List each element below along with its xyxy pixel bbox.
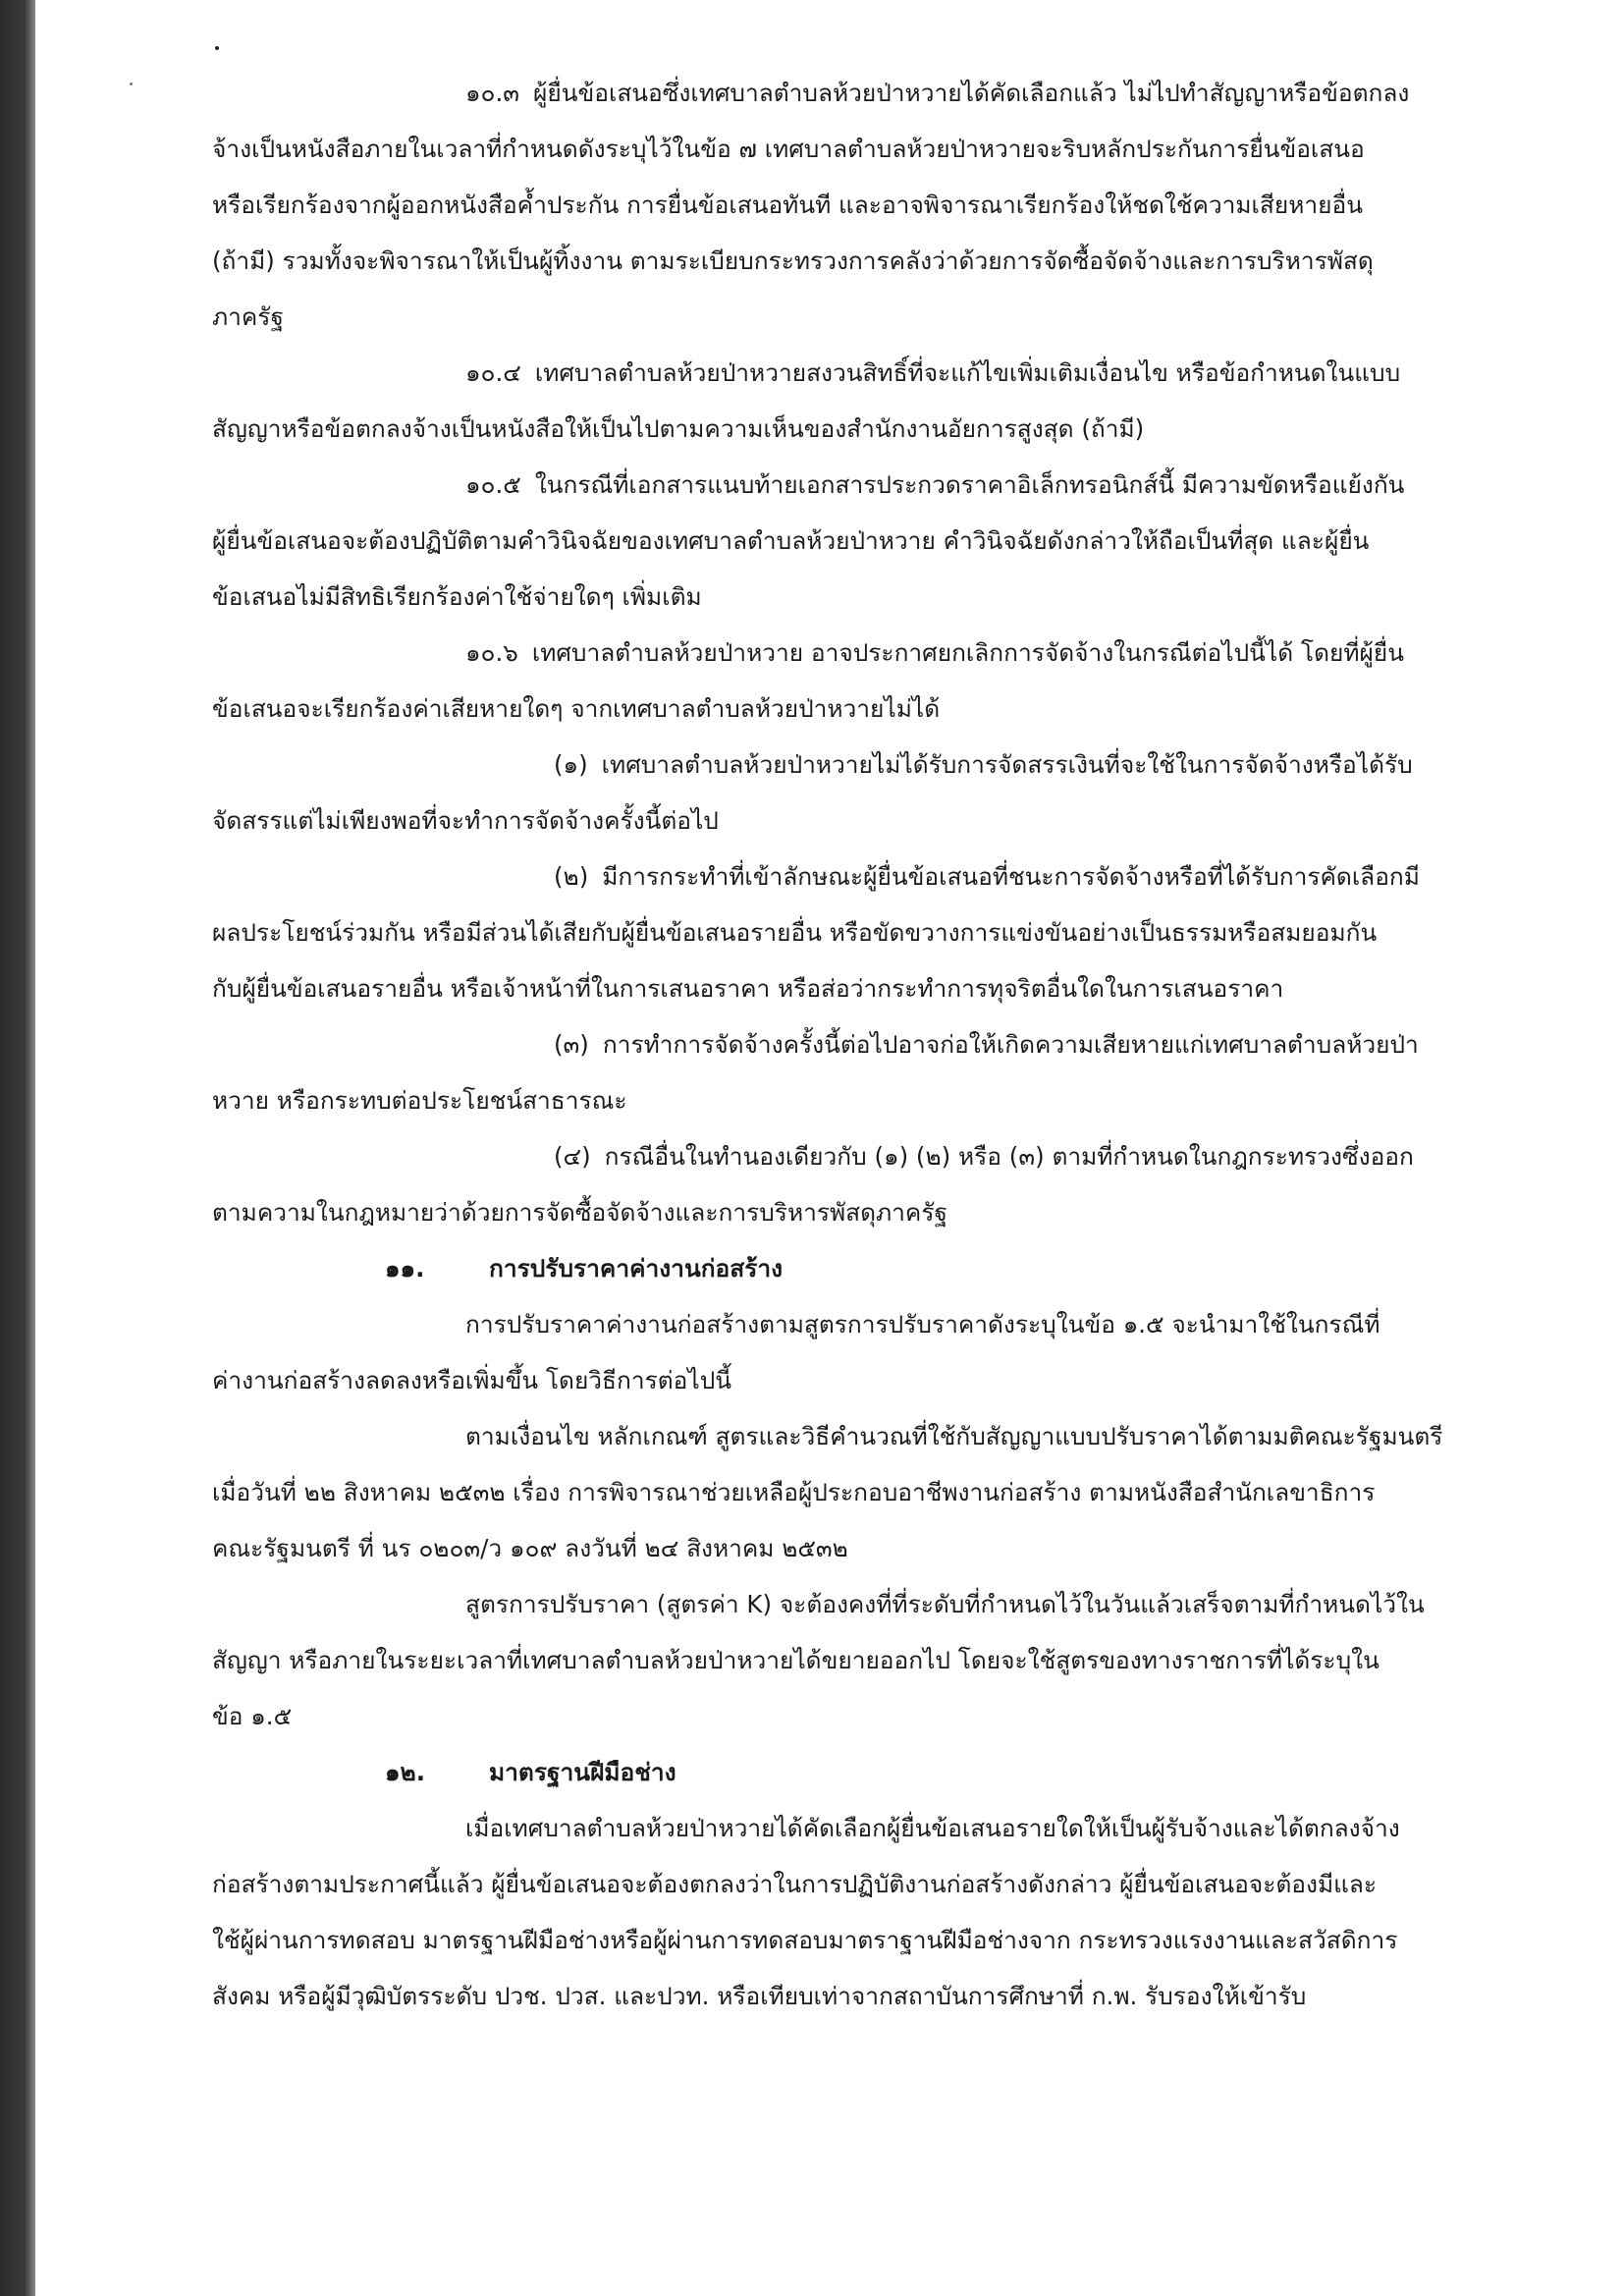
clause-10-6 xyxy=(212,625,1544,681)
clause-number: ๑๐.๔ xyxy=(465,358,521,387)
paragraph-line: ผลประโยชน์ร่วมกัน หรือมีส่วนได้เสียกับผู้ยื่นข้อเสนอรายอื่น หรือขัดขวางการแข่งขันอย่างเป็นธรรมหรือสมยอมกัน xyxy=(212,918,1378,947)
clause-10-4 xyxy=(212,345,1544,401)
paragraph-line: การปรับราคาค่างานก่อสร้างตามสูตรการปรับราคาดังระบุในข้อ ๑.๕ จะนำมาใช้ในกรณีที่ xyxy=(465,1310,1380,1339)
paragraph-line: เมื่อวันที่ ๒๒ สิงหาคม ๒๕๓๒ เรื่อง การพิจารณาช่วยเหลือผู้ประกอบอาชีพงานก่อสร้าง ตามหนังสือสำนักเลขาธิการ xyxy=(212,1478,1376,1506)
paragraph-line: ผู้ยื่นข้อเสนอจะต้องปฏิบัติตามคำวินิจฉัยของเทศบาลตำบลห้วยป่าหวาย คำวินิจฉัยดังกล่าวให้ถือเป็นที่สุด และผู้ยื่น xyxy=(212,526,1370,555)
subclause-number: (๔) xyxy=(554,1142,591,1171)
scan-border xyxy=(0,0,35,2296)
section-title: มาตรฐานฝีมือช่าง xyxy=(489,1758,676,1786)
subclause-number: (๓) xyxy=(554,1030,589,1059)
paragraph-line: เทศบาลตำบลห้วยป่าหวายสงวนสิทธิ์ที่จะแก้ไขเพิ่มเติมเงื่อนไข หรือข้อกำหนดในแบบ xyxy=(534,358,1401,387)
paragraph-line: กรณีอื่นในทำนองเดียวกับ (๑) (๒) หรือ (๓) ตามที่กำหนดในกฎกระทรวงซึ่งออก xyxy=(604,1142,1414,1171)
paragraph-line: สูตรการปรับราคา (สูตรค่า K) จะต้องคงที่ที่ระดับที่กำหนดไว้ในวันแล้วเสร็จตามที่กำหนดไว้ใน xyxy=(465,1590,1425,1618)
paragraph-line: (ถ้ามี) รวมทั้งจะพิจารณาให้เป็นผู้ทิ้งงาน ตามระเบียบกระทรวงการคลังว่าด้วยการจัดซื้อจัดจ้างและการบริหารพัสดุ xyxy=(212,246,1374,275)
paragraph-line: คณะรัฐมนตรี ที่ นร ๐๒๐๓/ว ๑๐๙ ลงวันที่ ๒๔ สิงหาคม ๒๕๓๒ xyxy=(212,1534,848,1562)
paragraph-line: ข้อ ๑.๕ xyxy=(212,1702,293,1730)
paragraph-line: ตามเงื่อนไข หลักเกณฑ์ สูตรและวิธีคำนวณที่ใช้กับสัญญาแบบปรับราคาได้ตามมติคณะรัฐมนตรี xyxy=(465,1422,1443,1450)
paragraph-line: การทำการจัดจ้างครั้งนี้ต่อไปอาจก่อให้เกิดความเสียหายแก่เทศบาลตำบลห้วยป่า xyxy=(602,1030,1419,1059)
paragraph-line: ภาครัฐ xyxy=(212,302,284,331)
section-number: ๑๒. xyxy=(385,1758,426,1786)
scan-speck xyxy=(215,46,219,50)
subclause-2 xyxy=(212,848,1544,904)
clause-10-3 xyxy=(212,65,1544,121)
clause-10-5 xyxy=(212,457,1544,513)
clause-number: ๑๐.๖ xyxy=(465,638,518,667)
paragraph-line: ข้อเสนอไม่มีสิทธิเรียกร้องค่าใช้จ่ายใดๆ เพิ่มเติม xyxy=(212,582,702,611)
paragraph-line: เทศบาลตำบลห้วยป่าหวาย อาจประกาศยกเลิกการจัดจ้างในกรณีต่อไปนี้ได้ โดยที่ผู้ยื่น xyxy=(531,638,1404,667)
paragraph-line: หรือเรียกร้องจากผู้ออกหนังสือค้ำประกัน การยื่นข้อเสนอทันที และอาจพิจารณาเรียกร้องให้ชดใช้ความเสียหายอื่น xyxy=(212,191,1363,219)
subclause-number: (๑) xyxy=(554,750,588,779)
section-heading-11 xyxy=(212,1240,1544,1296)
paragraph-line: หวาย หรือกระทบต่อประโยชน์สาธารณะ xyxy=(212,1086,627,1115)
paragraph-line: สัญญา หรือภายในระยะเวลาที่เทศบาลตำบลห้วยป่าหวายได้ขยายออกไป โดยจะใช้สูตรของทางราชการที่ได้ระบุใน xyxy=(212,1646,1380,1674)
paragraph-line: สัญญาหรือข้อตกลงจ้างเป็นหนังสือให้เป็นไปตามความเห็นของสำนักงานอัยการสูงสุด (ถ้ามี) xyxy=(212,414,1145,443)
subclause-number: (๒) xyxy=(554,862,589,891)
paragraph-line: กับผู้ยื่นข้อเสนอรายอื่น หรือเจ้าหน้าที่ในการเสนอราคา หรือส่อว่ากระทำการทุจริตอื่นใดในการเสนอราคา xyxy=(212,974,1284,1003)
paragraph-line: มีการกระทำที่เข้าลักษณะผู้ยื่นข้อเสนอที่ชนะการจัดจ้างหรือที่ได้รับการคัดเลือกมี xyxy=(602,862,1420,891)
paragraph-line: จ้างเป็นหนังสือภายในเวลาที่กำหนดดังระบุไว้ในข้อ ๗ เทศบาลตำบลห้วยป่าหวายจะริบหลักประกันการยื่นข้อเสนอ xyxy=(212,135,1365,163)
clause-number: ๑๐.๓ xyxy=(465,79,520,107)
section-heading-12 xyxy=(212,1744,1544,1800)
paragraph-line: สังคม หรือผู้มีวุฒิบัตรระดับ ปวช. ปวส. และปวท. หรือเทียบเท่าจากสถาบันการศึกษาที่ ก.พ. รับรองให้เข้ารับ xyxy=(212,1982,1307,2010)
subclause-3 xyxy=(212,1016,1544,1072)
paragraph-line: ค่างานก่อสร้างลดลงหรือเพิ่มขึ้น โดยวิธีการต่อไปนี้ xyxy=(212,1366,732,1394)
subclause-4 xyxy=(212,1128,1544,1184)
paragraph-line: ใช้ผู้ผ่านการทดสอบ มาตรฐานฝีมือช่างหรือผู้ผ่านการทดสอบมาตราฐานฝีมือช่างจาก กระทรวงแรงงานและสวัสดิการ xyxy=(212,1926,1398,1954)
scan-speck xyxy=(130,82,133,85)
paragraph-line: จัดสรรแต่ไม่เพียงพอที่จะทำการจัดจ้างครั้งนี้ต่อไป xyxy=(212,806,719,835)
paragraph-line: ผู้ยื่นข้อเสนอซึ่งเทศบาลตำบลห้วยป่าหวายได้คัดเลือกแล้ว ไม่ไปทำสัญญาหรือข้อตกลง xyxy=(533,79,1410,107)
clause-number: ๑๐.๕ xyxy=(465,470,521,499)
paragraph-line: ข้อเสนอจะเรียกร้องค่าเสียหายใดๆ จากเทศบาลตำบลห้วยป่าหวายไม่ได้ xyxy=(212,694,941,723)
section-number: ๑๑. xyxy=(385,1254,425,1283)
subclause-1 xyxy=(212,737,1544,793)
paragraph-line: ตามความในกฎหมายว่าด้วยการจัดซื้อจัดจ้างและการบริหารพัสดุภาครัฐ xyxy=(212,1198,947,1227)
paragraph-line: ในกรณีที่เอกสารแนบท้ายเอกสารประกวดราคาอิเล็กทรอนิกส์นี้ มีความขัดหรือแย้งกัน xyxy=(534,470,1405,499)
paragraph-line: เมื่อเทศบาลตำบลห้วยป่าหวายได้คัดเลือกผู้ยื่นข้อเสนอรายใดให้เป็นผู้รับจ้างและได้ตกลงจ้าง xyxy=(465,1814,1400,1842)
paragraph-line: เทศบาลตำบลห้วยป่าหวายไม่ได้รับการจัดสรรเงินที่จะใช้ในการจัดจ้างหรือได้รับ xyxy=(601,750,1413,779)
section-title: การปรับราคาค่างานก่อสร้าง xyxy=(489,1254,784,1283)
document-page xyxy=(212,65,1544,2024)
paragraph-line: ก่อสร้างตามประกาศนี้แล้ว ผู้ยื่นข้อเสนอจะต้องตกลงว่าในการปฏิบัติงานก่อสร้างดังกล่าว ผู้ยื่นข้อเสนอจะต้องมีและ xyxy=(212,1870,1378,1898)
